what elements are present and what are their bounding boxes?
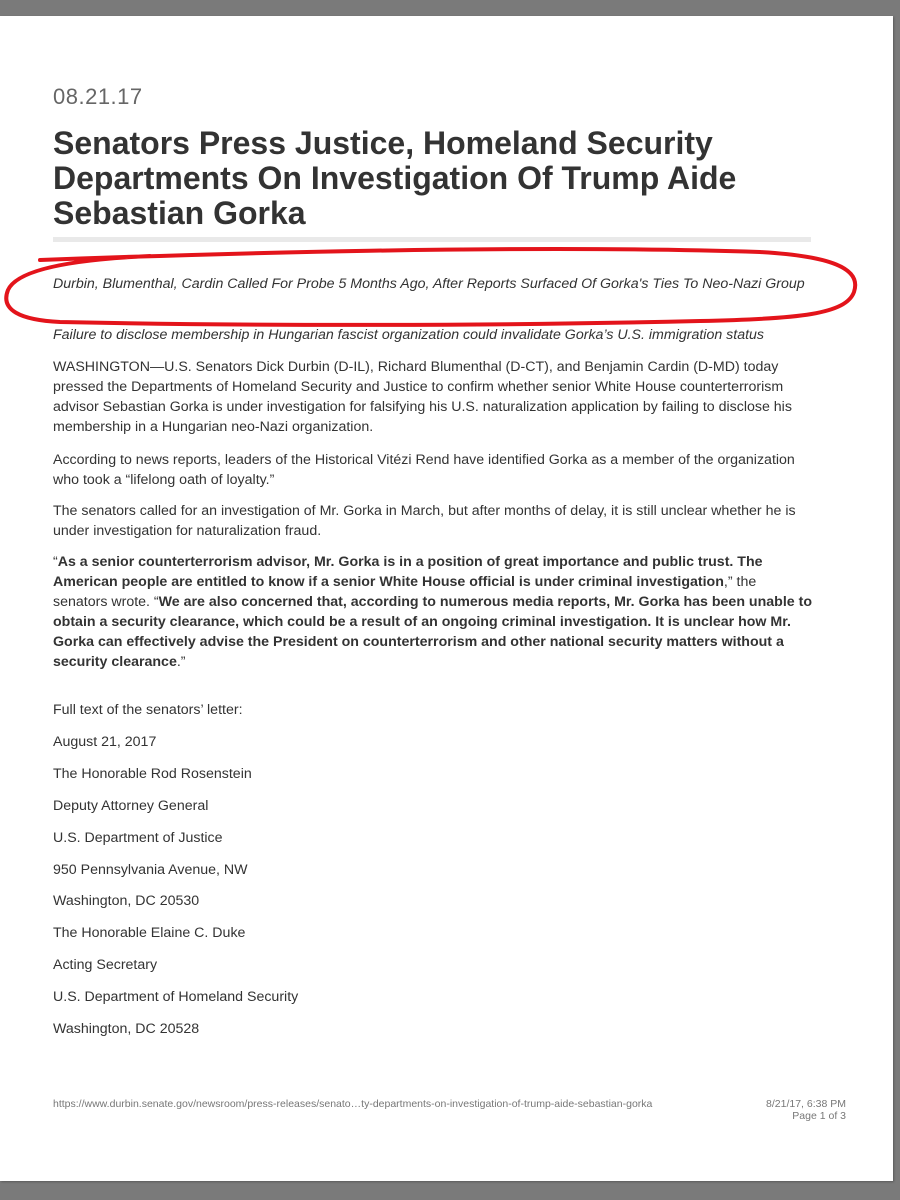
article-headline: Senators Press Justice, Homeland Security Departments On Investigation Of Trump Aide Sebastian Gorka bbox=[53, 125, 737, 231]
letter-recipient-1-name: The Honorable Rod Rosenstein bbox=[53, 766, 252, 782]
document-page bbox=[0, 16, 893, 1181]
subheadline-primary: Durbin, Blumenthal, Cardin Called For Probe 5 Months Ago, After Reports Surfaced Of Gorka's Ties To Neo-Nazi Group bbox=[53, 276, 805, 292]
quote-open: “ bbox=[53, 554, 58, 570]
paragraph-investigation: The senators called for an investigation of Mr. Gorka in March, but after months of delay, it is still unclear whether he is under investigation for naturalization fraud. bbox=[53, 503, 796, 539]
footer-timestamp: 8/21/17, 6:38 PM bbox=[766, 1098, 846, 1110]
footer-page-number: Page 1 of 3 bbox=[792, 1110, 846, 1122]
letter-recipient-2-department: U.S. Department of Homeland Security bbox=[53, 989, 299, 1005]
quote-close: .” bbox=[176, 654, 186, 670]
article-date: 08.21.17 bbox=[53, 84, 143, 109]
headline-divider bbox=[53, 237, 811, 242]
letter-recipient-2-name: The Honorable Elaine C. Duke bbox=[53, 925, 246, 941]
quote-bold-1: As a senior counterterrorism advisor, Mr. Gorka is in a position of great importance and public trust. The American people are entitled to know if a senior White House official is under criminal investigation bbox=[53, 554, 763, 590]
paragraph-news-reports: According to news reports, leaders of the Historical Vitézi Rend have identified Gorka as a member of the organization who took a “lifelong oath of loyalty.” bbox=[53, 452, 795, 488]
letter-recipient-1-city: Washington, DC 20530 bbox=[53, 893, 200, 909]
footer-url: https://www.durbin.senate.gov/newsroom/press-releases/senato…ty-departments-on-investigation-of-trump-aide-sebastian-gorka bbox=[53, 1098, 653, 1110]
subheadline-secondary: Failure to disclose membership in Hungarian fascist organization could invalidate Gorka’s U.S. immigration status bbox=[53, 327, 765, 343]
paragraph-quote bbox=[53, 552, 813, 672]
letter-recipient-1-title: Deputy Attorney General bbox=[53, 798, 209, 814]
paragraph-intro: WASHINGTON—U.S. Senators Dick Durbin (D-IL), Richard Blumenthal (D-CT), and Benjamin Cardin (D-MD) today pressed the Departments of Homeland Security and Justice to confirm whether senior White House counterterrorism advisor Sebastian Gorka is under investigation for falsifying his U.S. naturalization application by failing to disclose his membership in a Hungarian neo-Nazi organization. bbox=[53, 359, 792, 435]
footer-meta bbox=[766, 1098, 846, 1122]
quote-attribution: ,” the senators wrote. “ bbox=[53, 574, 757, 610]
letter-intro: Full text of the senators’ letter: bbox=[53, 702, 243, 718]
letter-recipient-2-city: Washington, DC 20528 bbox=[53, 1021, 200, 1037]
letter-recipient-1-street: 950 Pennsylvania Avenue, NW bbox=[53, 862, 248, 878]
letter-date: August 21, 2017 bbox=[53, 734, 157, 750]
letter-recipient-1-department: U.S. Department of Justice bbox=[53, 830, 223, 846]
letter-recipient-2-title: Acting Secretary bbox=[53, 957, 158, 973]
quote-bold-2: We are also concerned that, according to numerous media reports, Mr. Gorka has been unable to obtain a security clearance, which could be a result of an ongoing criminal investigation. It is unclear how Mr. Gorka can effectively advise the President on counterterrorism and other national security matters without a security clearance bbox=[53, 594, 812, 670]
